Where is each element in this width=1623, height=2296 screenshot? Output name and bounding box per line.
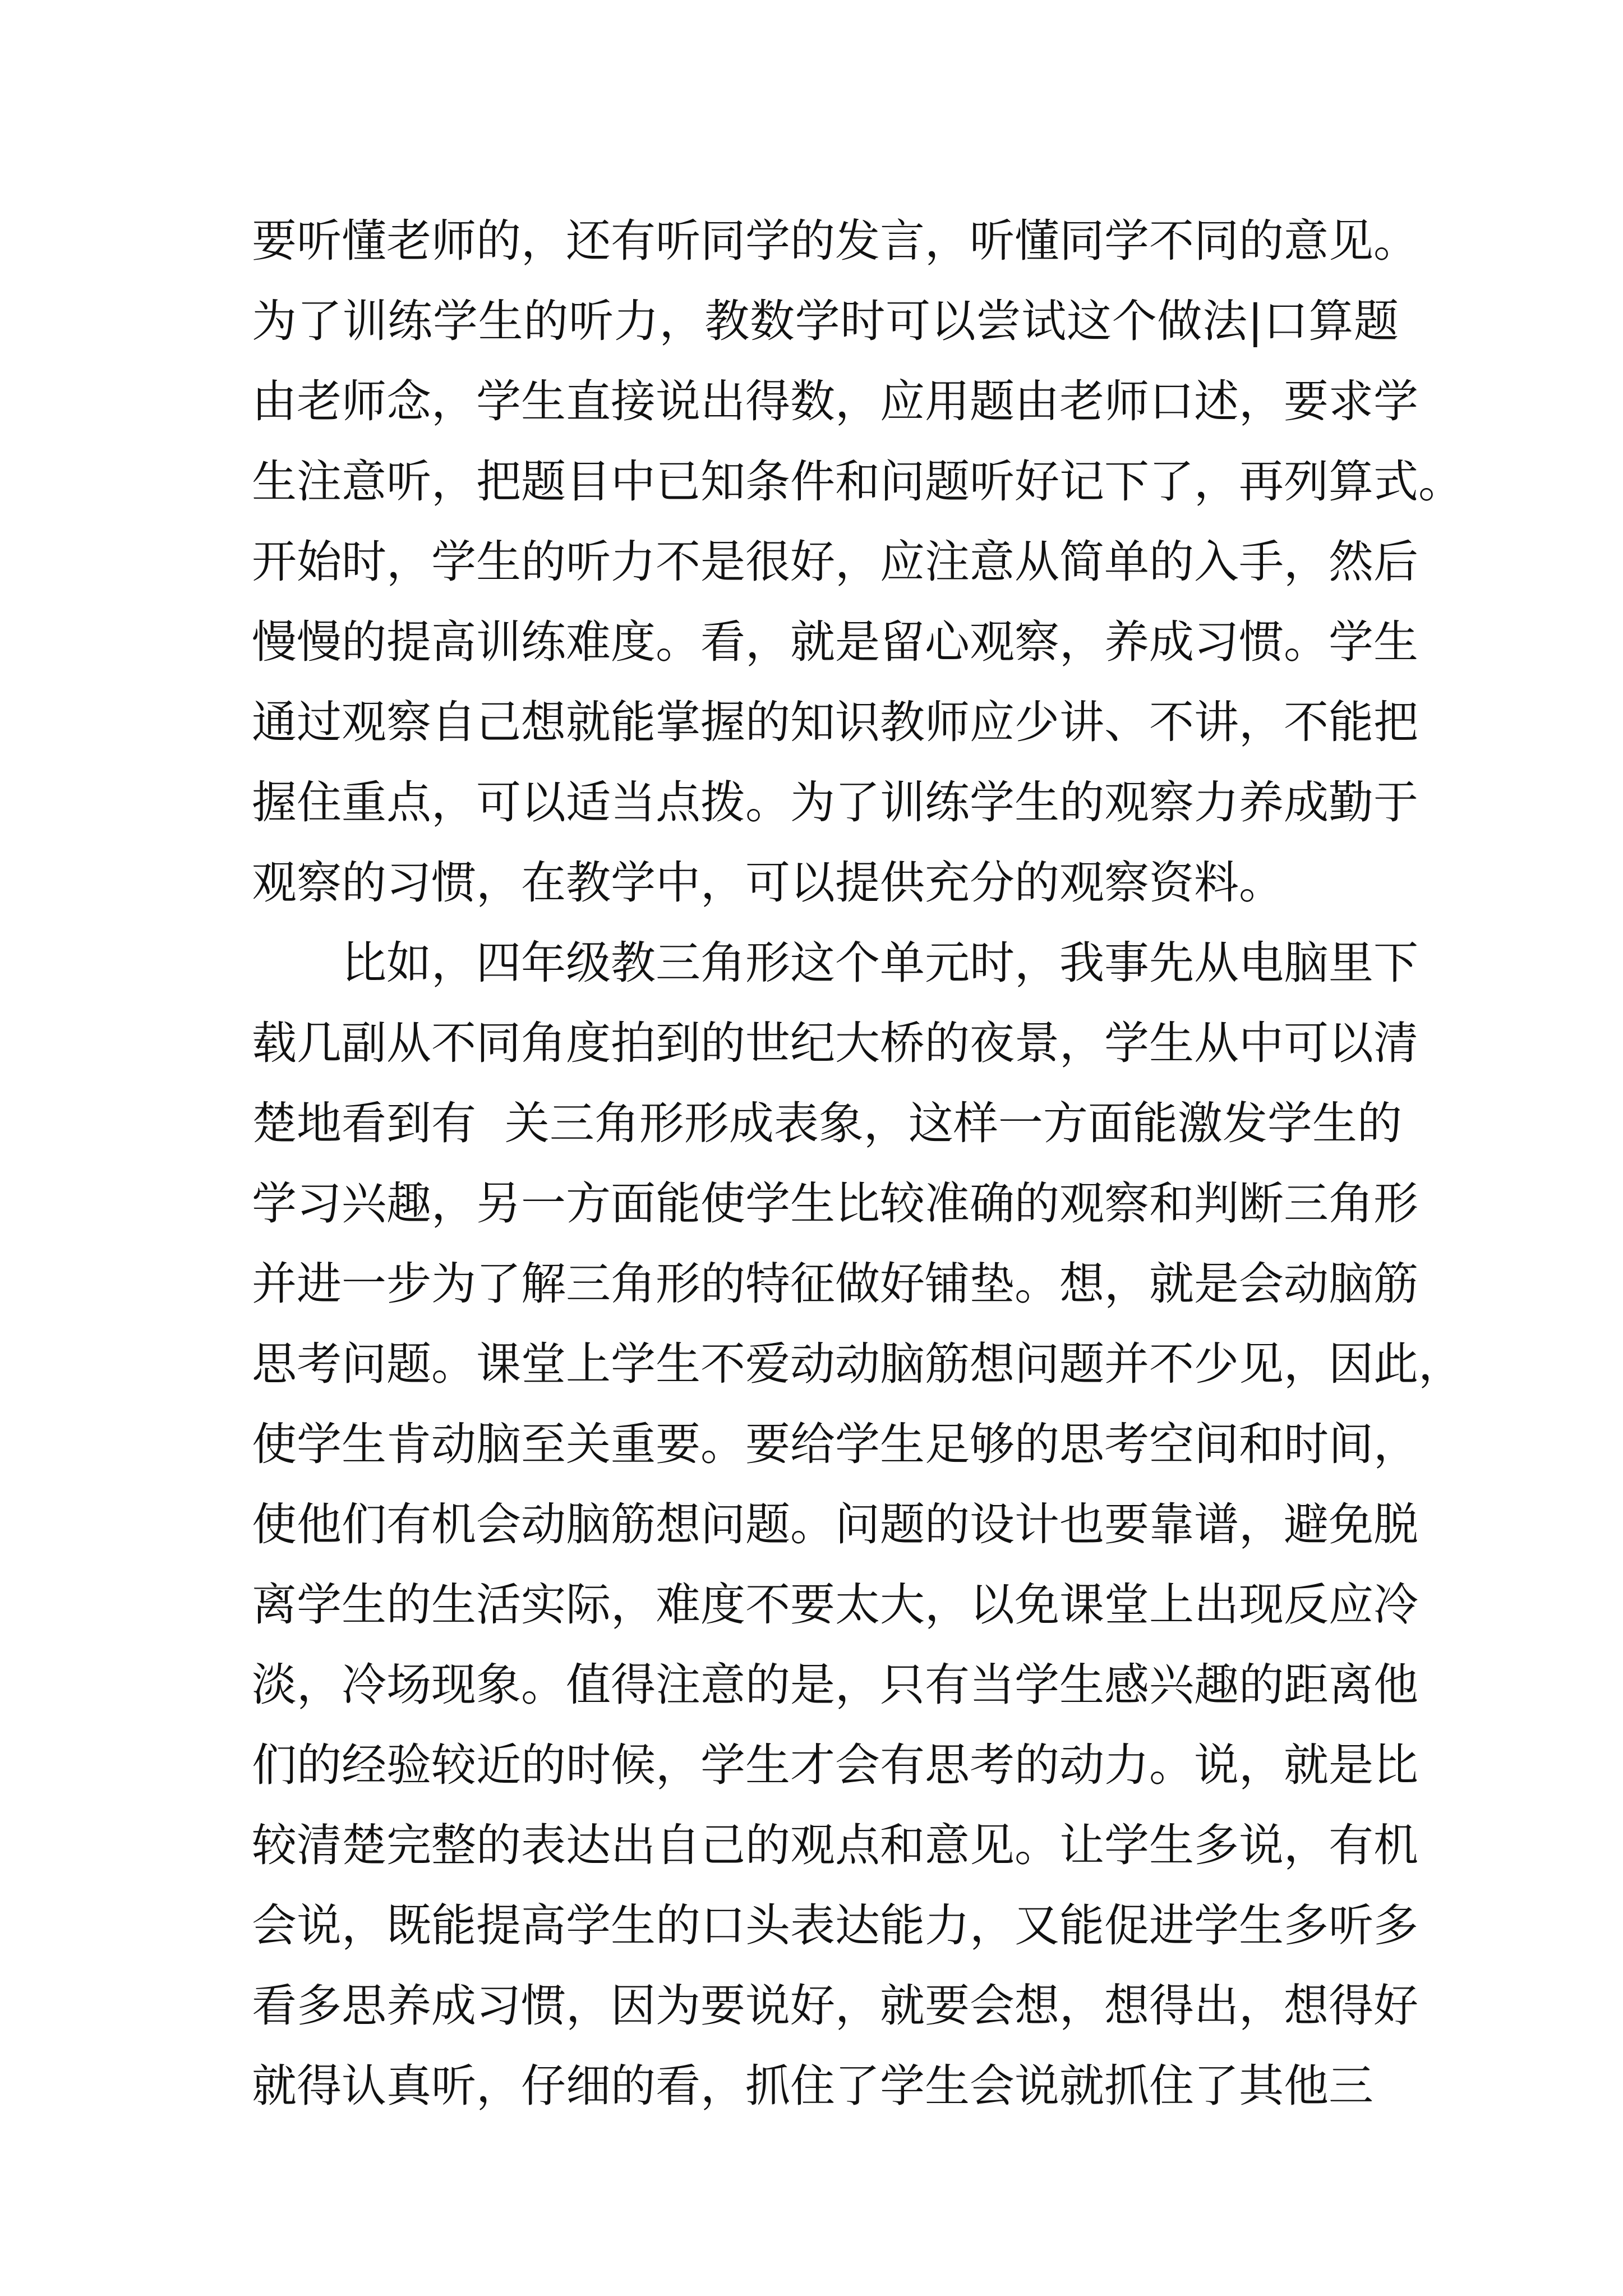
text-line: 为了训练学生的听力，教数学时可以尝试这个做法|口算题: [252, 295, 1399, 347]
text-line: 载几副从不同角度拍到的世纪大桥的夜景，学生从中可以清: [252, 1017, 1418, 1069]
text-line: 要听懂老师的，还有听同学的发言，听懂同学不同的意见。: [252, 215, 1418, 267]
text-line: 并进一步为了解三角形的特征做好铺垫。想，就是会动脑筋: [252, 1258, 1418, 1310]
text-line: 由老师念，学生直接说出得数，应用题由老师口述，要求学: [252, 375, 1418, 427]
text-line: 使他们有机会动脑筋想问题。问题的设计也要靠谱，避免脱: [252, 1498, 1418, 1550]
text-line: 会说，既能提高学生的口头表达能力，又能促进学生多听多: [252, 1899, 1418, 1952]
text-line: 慢慢的提高训练难度。看，就是留心观察，养成习惯。学生: [252, 616, 1418, 668]
text-line: 开始时，学生的听力不是很好，应注意从简单的入手，然后: [252, 536, 1418, 588]
text-line: 淡，冷场现象。值得注意的是，只有当学生感兴趣的距离他: [252, 1659, 1418, 1711]
text-line: 楚地看到有 关三角形形成表象，这样一方面能激发学生的: [252, 1097, 1402, 1149]
text-line: 使学生肯动脑至关重要。要给学生足够的思考空间和时间，: [252, 1418, 1418, 1470]
text-line: 通过观察自己想就能掌握的知识教师应少讲、不讲，不能把: [252, 696, 1418, 748]
text-line: 生注意听，把题目中已知条件和问题听好记下了，再列算式。: [252, 455, 1463, 508]
body-text: [252, 201, 1463, 2126]
paragraph-2: [252, 923, 1463, 2126]
text-line: 握住重点，可以适当点拨。为了训练学生的观察力养成勤于: [252, 776, 1418, 829]
text-line: 较清楚完整的表达出自己的观点和意见。让学生多说，有机: [252, 1819, 1418, 1871]
text-line: 们的经验较近的时候，学生才会有思考的动力。说，就是比: [252, 1739, 1418, 1791]
text-line: 看多思养成习惯，因为要说好，就要会想，想得出，想得好: [252, 1980, 1418, 2032]
text-line: 离学生的生活实际，难度不要太大，以免课堂上出现反应冷: [252, 1579, 1418, 1631]
text-line: 比如，四年级教三角形这个单元时，我事先从电脑里下: [342, 937, 1418, 989]
paragraph-1: [252, 201, 1463, 923]
text-line: 学习兴趣，另一方面能使学生比较准确的观察和判断三角形: [252, 1177, 1418, 1230]
text-line: 就得认真听，仔细的看，抓住了学生会说就抓住了其他三: [252, 2060, 1373, 2112]
text-line: 思考问题。课堂上学生不爱动动脑筋想问题并不少见，因此，: [252, 1338, 1463, 1390]
text-line: 观察的习惯，在教学中，可以提供充分的观察资料。: [252, 857, 1284, 909]
